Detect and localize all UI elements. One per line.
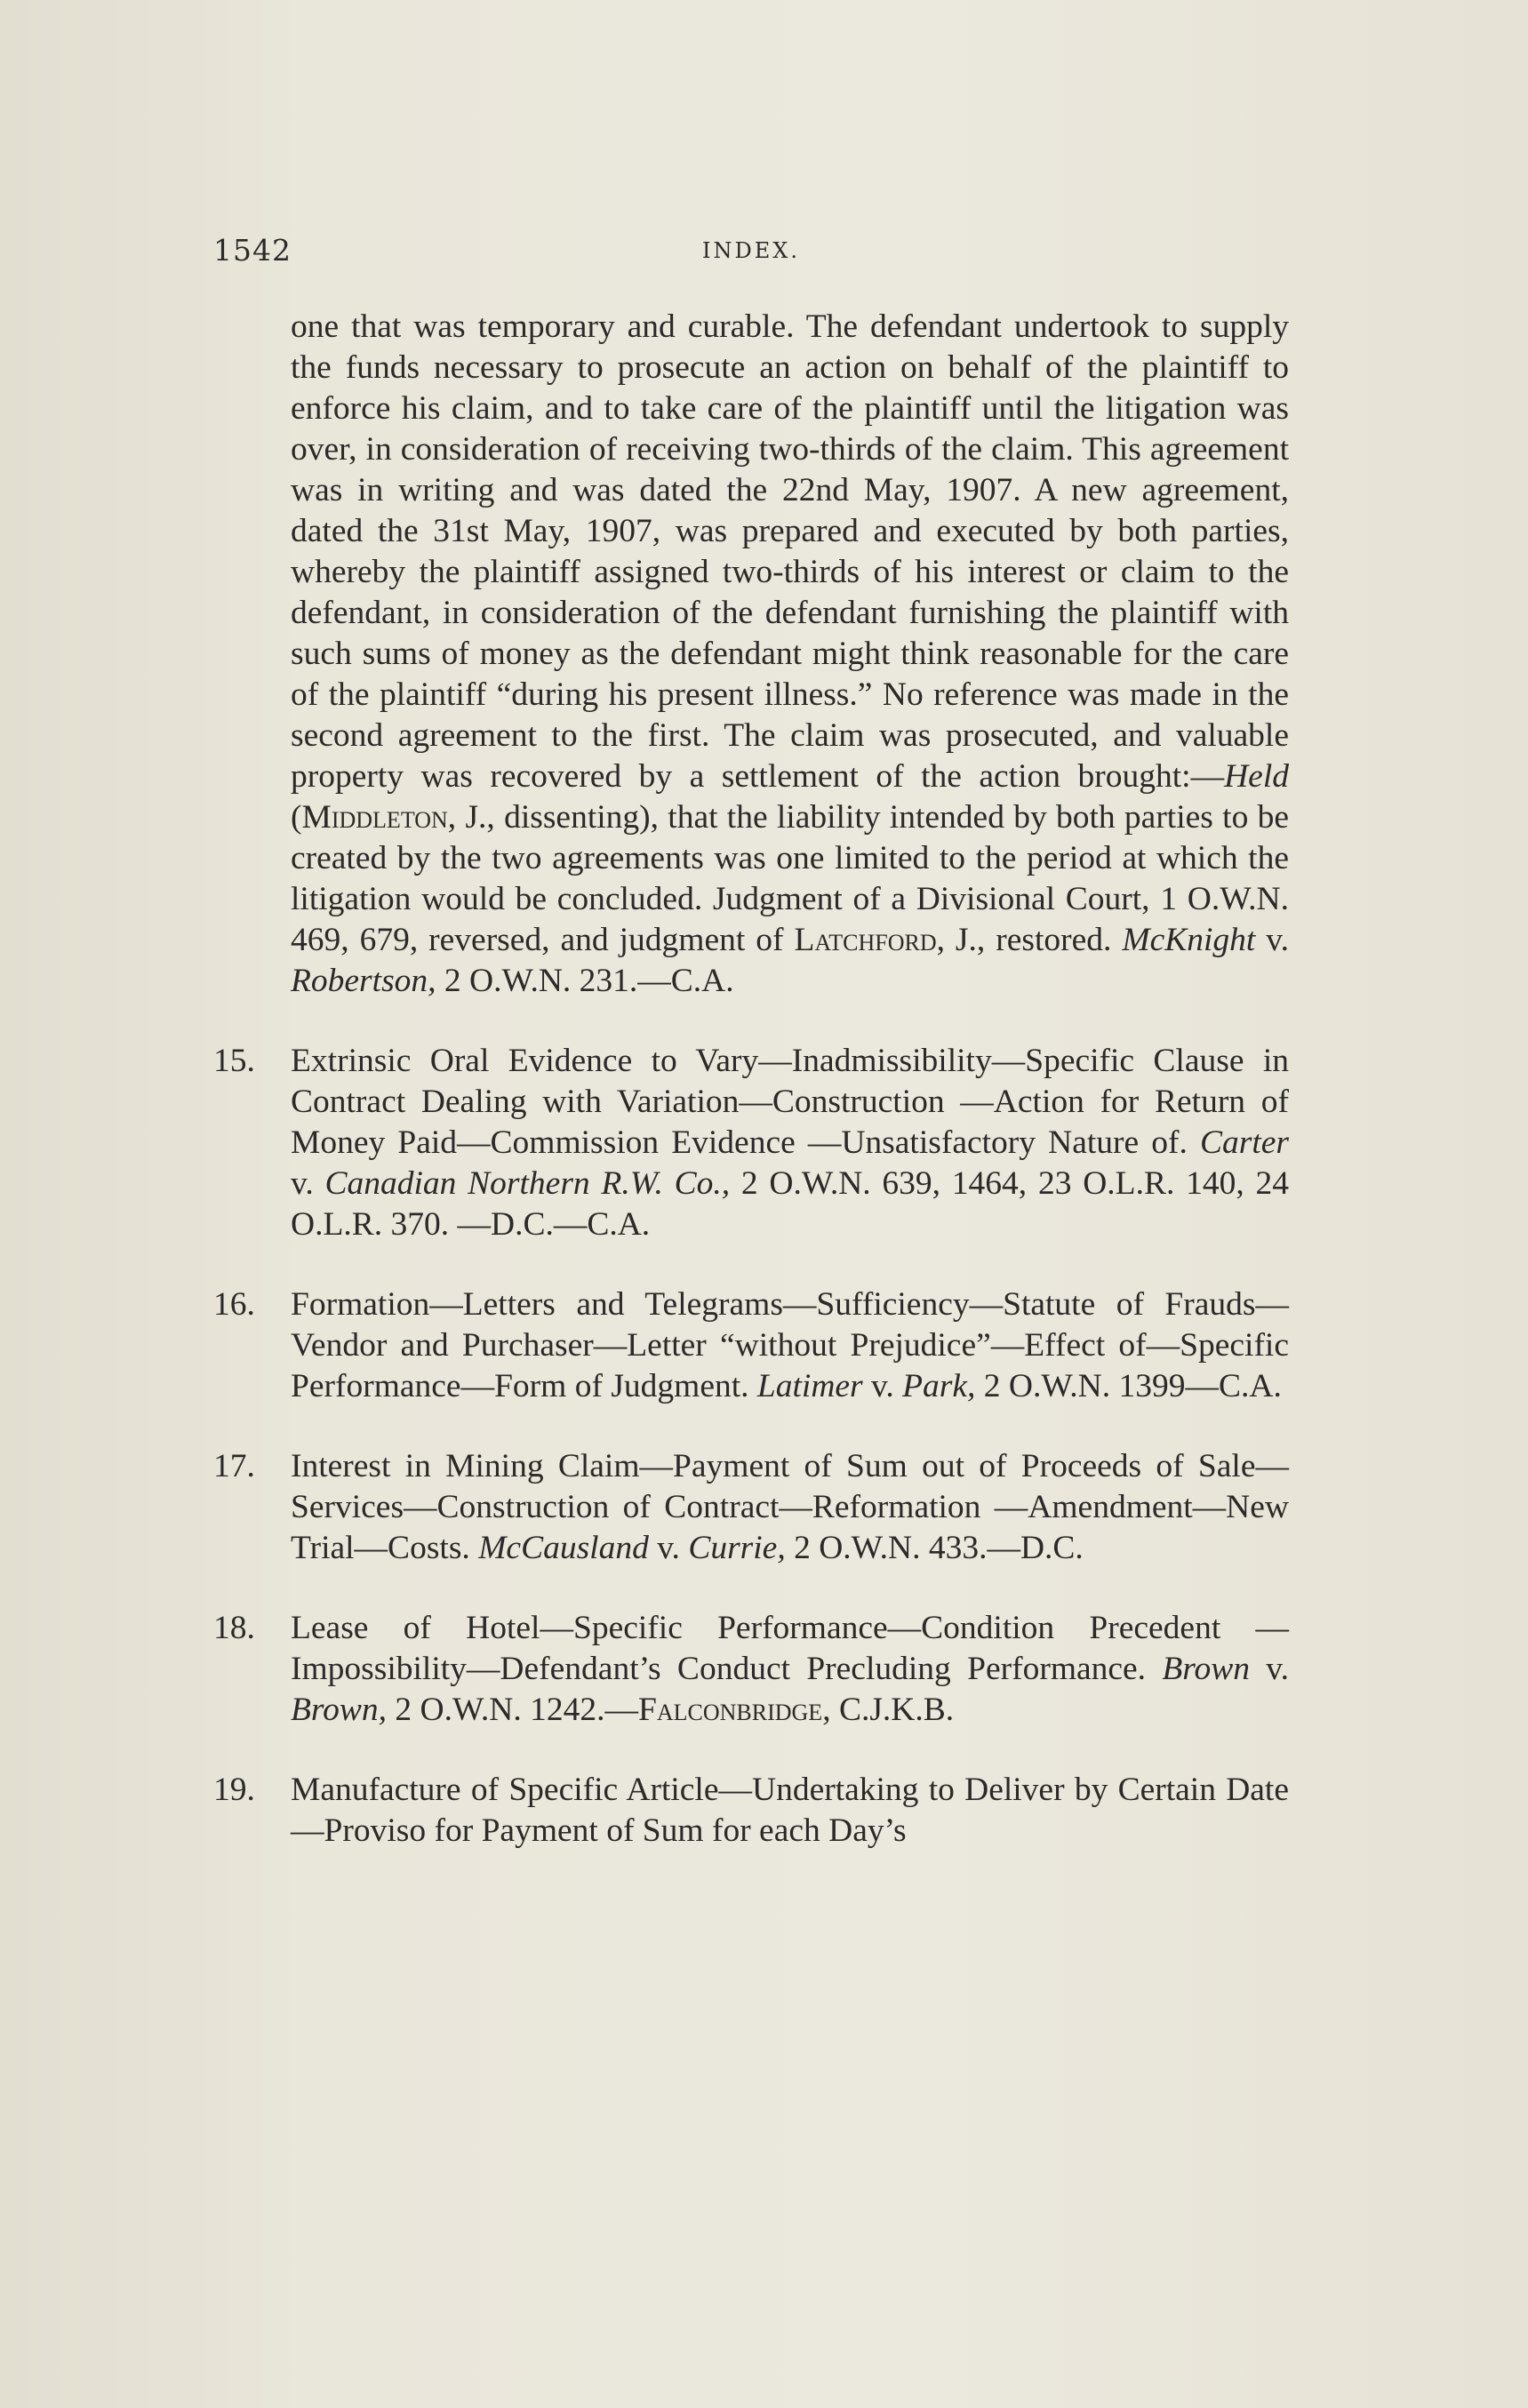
- index-entry: 17. Interest in Mining Claim—Payment of Sum out of Proceeds of Sale—Services—Construction of Contract—Reformation —Amendment—New Trial—Costs. McCausland v. Currie, 2 O.W.N. 433.—D.C.: [213, 1448, 1289, 1566]
- judge-name: Latchford: [794, 922, 937, 958]
- judge-name: Falconbridge: [638, 1692, 823, 1728]
- index-entry: 16. Formation—Letters and Telegrams—Sufficiency—Statute of Frauds—Vendor and Purchaser—Letter “without Prejudice”—Effect of—Specific Performance—Form of Judgment. Latimer v. Park, 2 O.W.N. 1399—C.A.: [213, 1286, 1289, 1404]
- case-party: Latimer: [756, 1368, 863, 1404]
- body-text: [213, 307, 1289, 1891]
- entry-number: 17.: [213, 1448, 255, 1484]
- entry-number: 16.: [213, 1286, 255, 1323]
- case-party: Brown,: [291, 1692, 387, 1728]
- running-head: INDEX.: [702, 238, 800, 263]
- entry-continuation: one that was temporary and curable. The defendant undertook to supply the funds necessary to prosecute an action on behalf of the plaintiff to enforce his claim, and to take care of the plaintiff until the litigation was over, in consideration of receiving two-thirds of the claim. This agreement was in writing and was dated the 22nd May, 1907. A new agreement, dated the 31st May, 1907, was prepared and executed by both parties, whereby the plaintiff assigned two-thirds of his interest or claim to the defendant, in consideration of the defendant furnishing the plaintiff with such sums of money as the defendant might think reasonable for the care of the plaintiff “during his present illness.” No reference was made in the second agreement to the first. The claim was prosecuted, and valuable property was recovered by a settlement of the action brought:—Held (Middleton, J., dissenting), that the liability intended by both parties to be created by the two agreements was one limited to the period at which the litigation would be concluded. Judgment of a Divisional Court, 1 O.W.N. 469, 679, reversed, and judgment of Latchford, J., restored. McKnight v. Robertson, 2 O.W.N. 231.—C.A.: [291, 308, 1289, 999]
- entry-number: 15.: [213, 1043, 255, 1079]
- case-party: McCausland: [478, 1530, 649, 1566]
- index-entry: 15. Extrinsic Oral Evidence to Vary—Inadmissibility—Specific Clause in Contract Dealing with Variation—Construction —Action for Return of Money Paid—Commission Evidence —Unsatisfactory Nature of. Carter v. Canadian Northern R.W. Co., 2 O.W.N. 639, 1464, 23 O.L.R. 140, 24 O.L.R. 370. —D.C.—C.A.: [213, 1043, 1289, 1243]
- index-entry: 18. Lease of Hotel—Specific Performance—Condition Precedent —Impossibility—Defendant’s Conduct Precluding Performance. Brown v. Brown, 2 O.W.N. 1242.—Falconbridge, C.J.K.B.: [213, 1610, 1289, 1728]
- page-number: 1542: [213, 233, 292, 268]
- case-party: Robertson,: [291, 963, 436, 999]
- case-party: Carter: [1199, 1124, 1289, 1161]
- entry-number: 18.: [213, 1610, 255, 1646]
- case-party: Currie,: [688, 1530, 786, 1566]
- judge-name: Middleton: [301, 799, 448, 836]
- case-party: McKnight: [1122, 922, 1256, 958]
- case-party: Park,: [902, 1368, 976, 1404]
- index-entry: 19. Manufacture of Specific Article—Undertaking to Deliver by Certain Date—Proviso for Payment of Sum for each Day’s: [213, 1772, 1289, 1849]
- case-party: Canadian Northern R.W. Co.,: [324, 1165, 731, 1202]
- page-header: [213, 233, 1289, 277]
- case-party: Brown: [1162, 1651, 1250, 1687]
- entry-number: 19.: [213, 1772, 255, 1808]
